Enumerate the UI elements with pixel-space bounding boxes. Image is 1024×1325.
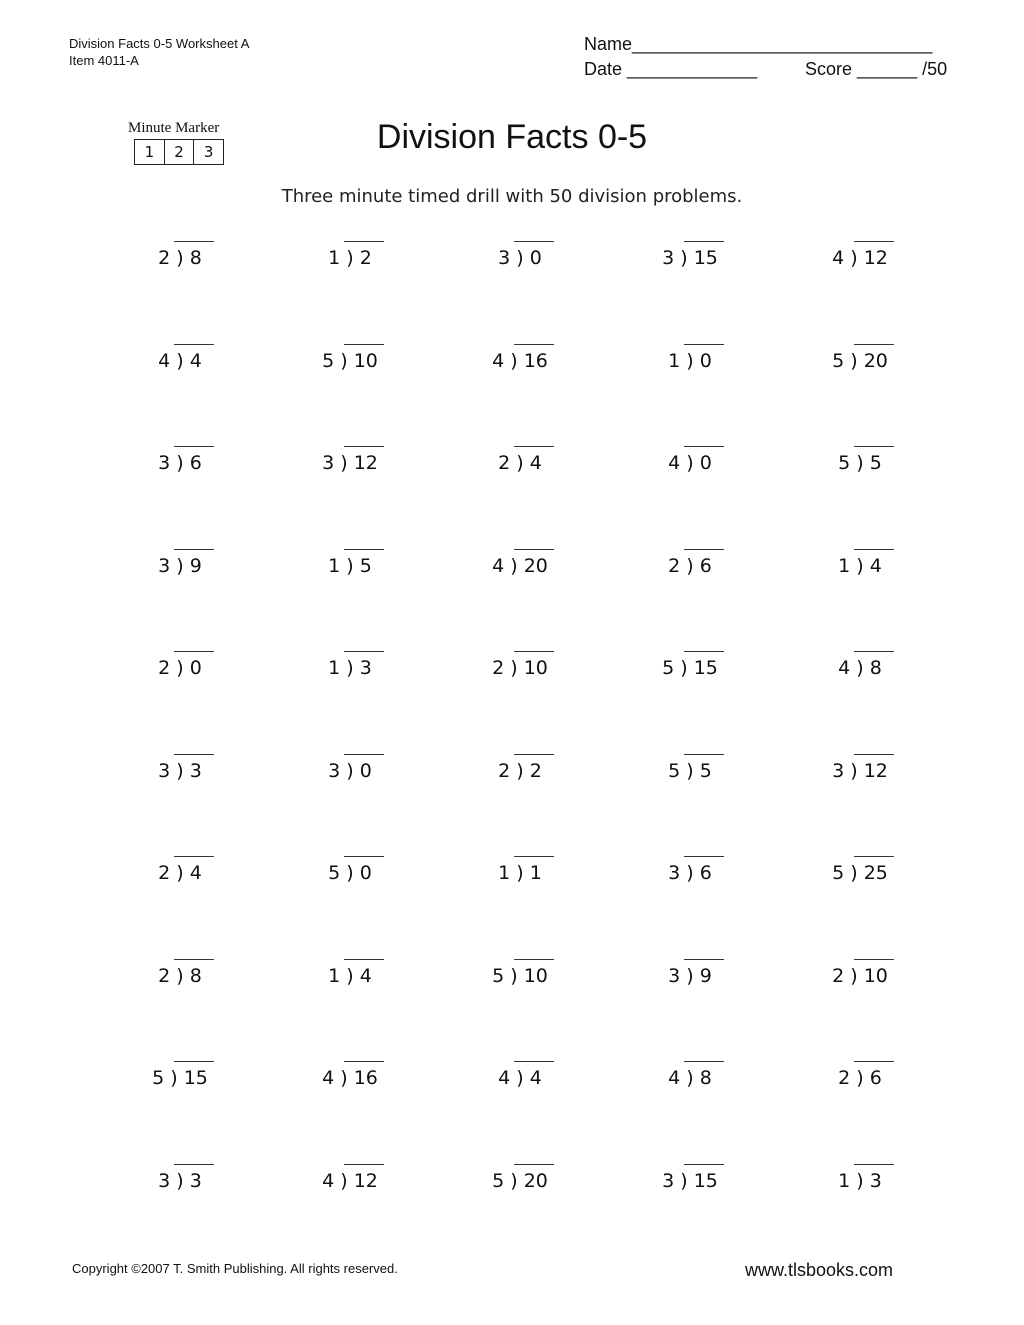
division-bracket-bar	[854, 754, 894, 755]
problem-text: 1 ) 2	[328, 247, 372, 269]
division-bracket-bar	[854, 446, 894, 447]
division-bracket-bar	[514, 651, 554, 652]
division-problem[interactable]	[605, 332, 775, 435]
division-problem[interactable]	[605, 844, 775, 947]
minute-box-2[interactable]: 2	[164, 140, 194, 164]
problem-text: 4 ) 20	[492, 554, 548, 577]
problem-text: 1 ) 3	[328, 657, 372, 679]
problem-text: 4 ) 12	[322, 1169, 378, 1192]
division-bracket-bar	[344, 241, 384, 242]
division-problem[interactable]	[265, 332, 435, 435]
problem-text: 2 ) 2	[498, 759, 542, 782]
division-problem[interactable]	[265, 1049, 435, 1152]
division-problem[interactable]	[775, 229, 945, 332]
problem-text: 5 ) 5	[668, 759, 712, 782]
division-problem[interactable]	[95, 1049, 265, 1152]
problem-text: 4 ) 4	[158, 349, 202, 372]
division-problem[interactable]	[265, 742, 435, 845]
division-problem[interactable]	[605, 947, 775, 1050]
division-bracket-bar	[174, 241, 214, 242]
date-field[interactable]: Date _____________	[584, 59, 758, 79]
problem-text: 2 ) 6	[838, 1067, 882, 1089]
division-bracket-bar	[344, 856, 384, 857]
division-problem[interactable]	[775, 1152, 945, 1255]
problem-text: 3 ) 6	[158, 452, 202, 474]
problem-text: 2 ) 10	[492, 657, 548, 679]
problem-text: 3 ) 3	[158, 1169, 202, 1192]
division-problem[interactable]	[775, 742, 945, 845]
division-bracket-bar	[174, 344, 214, 345]
division-problem[interactable]	[605, 639, 775, 742]
problem-text: 5 ) 10	[492, 964, 548, 987]
division-problem[interactable]	[265, 639, 435, 742]
problem-text: 4 ) 12	[832, 247, 888, 269]
division-bracket-bar	[854, 344, 894, 345]
division-bracket-bar	[684, 754, 724, 755]
division-bracket-bar	[514, 446, 554, 447]
problem-text: 5 ) 15	[662, 657, 718, 679]
problem-text: 2 ) 8	[158, 247, 202, 269]
page-subtitle: Three minute timed drill with 50 division problems.	[281, 186, 743, 207]
division-problem[interactable]	[775, 434, 945, 537]
division-bracket-bar	[514, 344, 554, 345]
division-problem[interactable]	[775, 537, 945, 640]
problem-text: 3 ) 15	[662, 1169, 718, 1192]
problem-text: 5 ) 25	[832, 862, 888, 884]
division-bracket-bar	[344, 754, 384, 755]
problem-text: 5 ) 20	[832, 349, 888, 372]
division-bracket-bar	[174, 651, 214, 652]
division-problem[interactable]	[265, 947, 435, 1050]
problem-text: 3 ) 9	[158, 554, 202, 577]
division-problem[interactable]	[435, 1049, 605, 1152]
division-problem[interactable]	[95, 1152, 265, 1255]
division-bracket-bar	[174, 446, 214, 447]
problem-text: 2 ) 6	[668, 554, 712, 577]
minute-marker-label: Minute Marker	[128, 120, 220, 136]
minute-box-1[interactable]: 1	[144, 143, 155, 161]
division-problem[interactable]	[605, 229, 775, 332]
division-problem[interactable]	[95, 742, 265, 845]
division-problem[interactable]	[435, 229, 605, 332]
division-problem[interactable]	[775, 1049, 945, 1152]
division-bracket-bar	[684, 651, 724, 652]
division-problem[interactable]	[265, 537, 435, 640]
division-bracket-bar	[854, 651, 894, 652]
division-bracket-bar	[174, 754, 214, 755]
website-link[interactable]: www.tlsbooks.com	[745, 1260, 894, 1280]
division-bracket-bar	[684, 1061, 724, 1062]
division-problem[interactable]	[95, 947, 265, 1050]
division-problem[interactable]	[775, 844, 945, 947]
division-bracket-bar	[344, 549, 384, 550]
problem-text: 5 ) 10	[322, 349, 378, 372]
division-bracket-bar	[854, 856, 894, 857]
division-problem[interactable]	[95, 639, 265, 742]
division-bracket-bar	[344, 344, 384, 345]
division-bracket-bar	[514, 549, 554, 550]
division-bracket-bar	[514, 1164, 554, 1165]
division-problem[interactable]	[775, 332, 945, 435]
division-bracket-bar	[344, 446, 384, 447]
division-bracket-bar	[684, 446, 724, 447]
division-problem[interactable]	[435, 434, 605, 537]
problem-text: 3 ) 12	[832, 759, 888, 782]
copyright-notice: Copyright ©2007 T. Smith Publishing. All rights reserved.	[72, 1261, 398, 1276]
problem-text: 1 ) 3	[838, 1169, 882, 1192]
division-bracket-bar	[514, 754, 554, 755]
division-problem[interactable]	[605, 1152, 775, 1255]
division-problem[interactable]	[95, 844, 265, 947]
division-problem[interactable]	[265, 434, 435, 537]
division-bracket-bar	[344, 1164, 384, 1165]
division-problem[interactable]	[265, 229, 435, 332]
division-bracket-bar	[174, 959, 214, 960]
problem-text: 4 ) 8	[668, 1067, 712, 1089]
minute-box-3[interactable]: 3	[193, 140, 223, 164]
problem-text: 5 ) 0	[328, 862, 372, 884]
problem-text: 4 ) 4	[498, 1067, 542, 1089]
division-problem[interactable]	[605, 742, 775, 845]
problem-text: 5 ) 5	[838, 452, 882, 474]
division-problem[interactable]	[435, 537, 605, 640]
division-bracket-bar	[854, 549, 894, 550]
problem-text: 3 ) 15	[662, 247, 718, 269]
division-bracket-bar	[514, 959, 554, 960]
problem-text: 1 ) 5	[328, 554, 372, 577]
problem-text: 1 ) 1	[498, 862, 542, 884]
division-bracket-bar	[514, 856, 554, 857]
page-title: Division Facts 0-5	[376, 118, 648, 156]
division-bracket-bar	[684, 959, 724, 960]
division-bracket-bar	[344, 1061, 384, 1062]
division-problem[interactable]	[435, 844, 605, 947]
division-bracket-bar	[174, 856, 214, 857]
worksheet-title: Division Facts 0-5 Worksheet A	[69, 36, 250, 51]
division-bracket-bar	[684, 1164, 724, 1165]
division-problem[interactable]	[95, 537, 265, 640]
problem-text: 3 ) 0	[498, 247, 542, 269]
division-problem[interactable]	[775, 639, 945, 742]
problem-text: 1 ) 4	[328, 964, 372, 987]
problem-text: 3 ) 0	[328, 759, 372, 782]
division-problem[interactable]	[435, 639, 605, 742]
division-problem[interactable]	[265, 1152, 435, 1255]
division-problem[interactable]	[435, 1152, 605, 1255]
division-problem[interactable]	[775, 947, 945, 1050]
division-bracket-bar	[344, 959, 384, 960]
division-bracket-bar	[854, 959, 894, 960]
division-bracket-bar	[174, 549, 214, 550]
problem-text: 2 ) 8	[158, 964, 202, 987]
division-bracket-bar	[854, 241, 894, 242]
division-bracket-bar	[174, 1164, 214, 1165]
division-bracket-bar	[684, 241, 724, 242]
division-bracket-bar	[514, 241, 554, 242]
problem-grid	[95, 229, 945, 1254]
problem-text: 5 ) 15	[152, 1067, 208, 1089]
division-problem[interactable]	[605, 537, 775, 640]
division-bracket-bar	[684, 344, 724, 345]
problem-text: 2 ) 4	[158, 862, 202, 884]
problem-text: 5 ) 20	[492, 1169, 548, 1192]
division-problem[interactable]	[95, 332, 265, 435]
problem-text: 2 ) 4	[498, 452, 542, 474]
division-bracket-bar	[854, 1164, 894, 1165]
division-bracket-bar	[174, 1061, 214, 1062]
division-problem[interactable]	[435, 947, 605, 1050]
item-number: Item 4011-A	[69, 53, 139, 68]
division-bracket-bar	[854, 1061, 894, 1062]
problem-text: 3 ) 9	[668, 964, 712, 987]
division-bracket-bar	[344, 651, 384, 652]
problem-text: 4 ) 0	[668, 452, 712, 474]
division-problem[interactable]	[605, 1049, 775, 1152]
problem-text: 3 ) 3	[158, 759, 202, 782]
division-problem[interactable]	[435, 742, 605, 845]
problem-text: 4 ) 16	[322, 1067, 378, 1089]
division-problem[interactable]	[95, 434, 265, 537]
division-problem[interactable]	[95, 229, 265, 332]
problem-text: 4 ) 16	[492, 349, 548, 372]
name-field[interactable]: Name______________________________	[584, 34, 933, 54]
division-problem[interactable]	[265, 844, 435, 947]
division-bracket-bar	[684, 856, 724, 857]
division-bracket-bar	[684, 549, 724, 550]
score-field[interactable]: Score ______ /50	[805, 59, 948, 79]
division-bracket-bar	[514, 1061, 554, 1062]
problem-text: 3 ) 12	[322, 452, 378, 474]
division-problem[interactable]	[605, 434, 775, 537]
problem-text: 4 ) 8	[838, 657, 882, 679]
division-problem[interactable]	[435, 332, 605, 435]
problem-text: 3 ) 6	[668, 862, 712, 884]
problem-text: 1 ) 4	[838, 554, 882, 577]
problem-text: 2 ) 10	[832, 964, 888, 987]
problem-text: 1 ) 0	[668, 349, 712, 372]
problem-text: 2 ) 0	[158, 657, 202, 679]
